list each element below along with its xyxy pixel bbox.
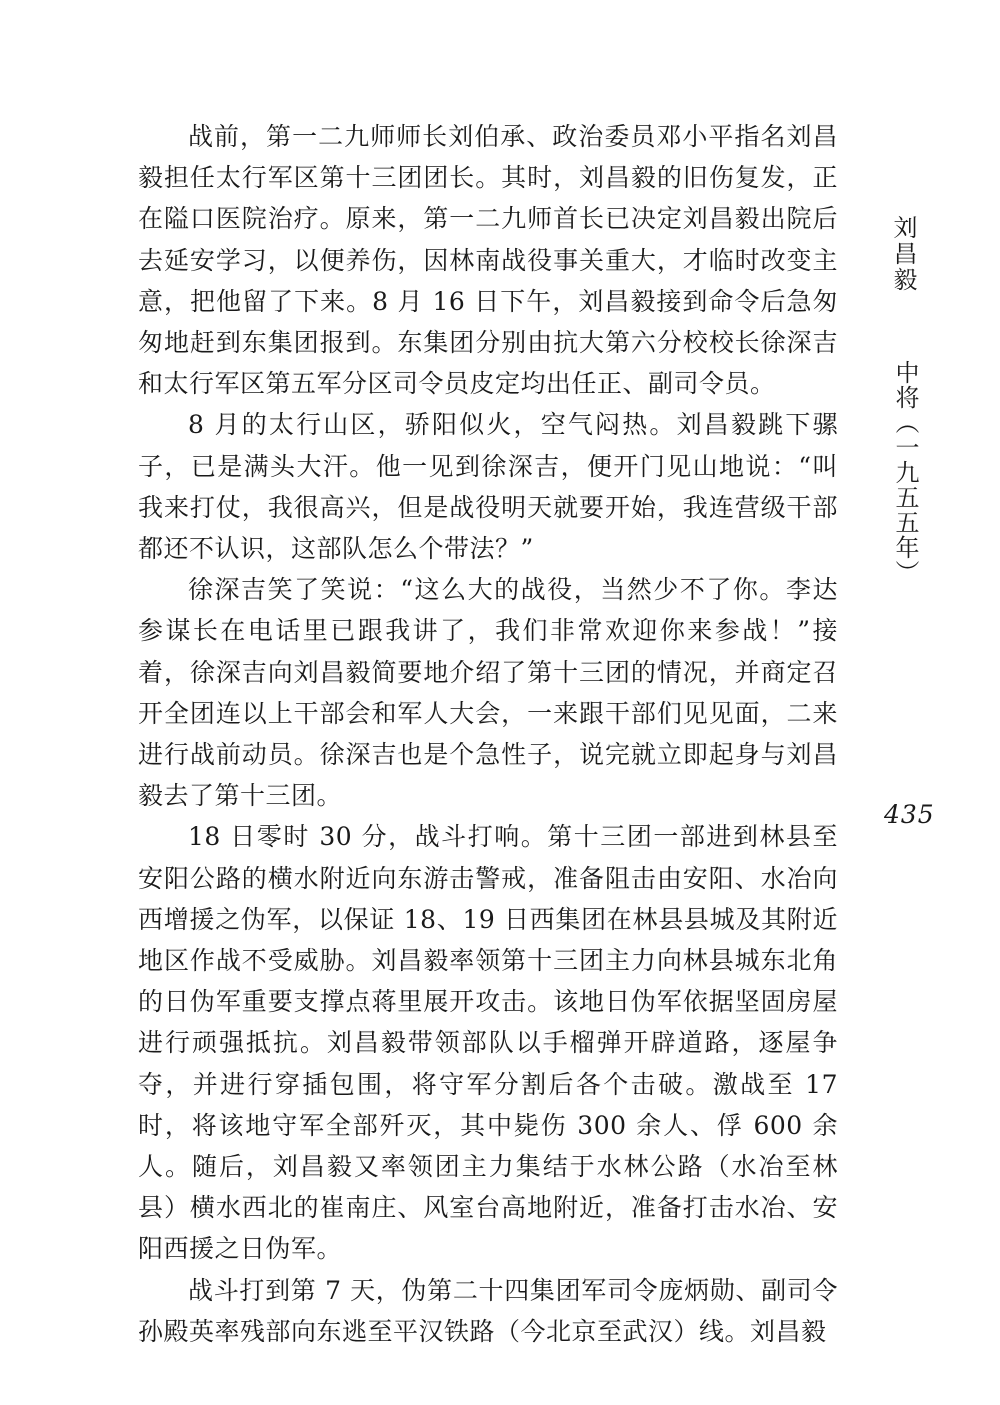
page-number: 435 (884, 800, 935, 829)
paragraph: 徐深吉笑了笑说：“这么大的战役，当然少不了你。李达参谋长在电话里已跟我讲了，我们非常欢迎你来参战！”接着，徐深吉向刘昌毅简要地介绍了第十三团的情况，并商定召开全团连以上干部会和军人大会，一来跟干部们见见面，二来进行战前动员。徐深吉也是个急性子，说完就立即起身与刘昌毅去了第十三团。 (138, 575, 838, 811)
paragraph: 战前，第一二九师师长刘伯承、政治委员邓小平指名刘昌毅担任太行军区第十三团团长。其时，刘昌毅的旧伤复发，正在隘口医院治疗。原来，第一二九师首长已决定刘昌毅出院后去延安学习，以便养伤，因林南战役事关重大，才临时改变主意，把他留了下来。8 月 16 日下午，刘昌毅接到命令后急匆匆地赶到东集团报到。东集团分别由抗大第六分校校长徐深吉和太行军区第五军分区司令员皮定均出任正、副司令员。 (138, 122, 838, 399)
running-head-rank: 中将（一九五五年） (891, 360, 919, 585)
body-text (138, 116, 838, 1352)
running-head-name: 刘昌毅 (889, 215, 917, 293)
paragraph: 战斗打到第 7 天，伪第二十四集团军司令庞炳勋、副司令孙殿英率残部向东逃至平汉铁路（今北京至武汉）线。刘昌毅 (138, 1275, 838, 1346)
paragraph: 18 日零时 30 分，战斗打响。第十三团一部进到林县至安阳公路的横水附近向东游击警戒，准备阻击由安阳、水冶向西增援之伪军，以保证 18、19 日西集团在林县县城及其附近地区作战不受威胁。刘昌毅率领第十三团主力向林县城东北角的日伪军重要支撑点蒋里展开攻击。该地日伪军依据坚固房屋进行顽强抵抗。刘昌毅带领部队以手榴弹开辟道路，逐屋争夺，并进行穿插包围，将守军分割后各个击破。激战至 17 时，将该地守军全部歼灭，其中毙伤 300 余人、俘 600 余人。随后，刘昌毅又率领团主力集结于水林公路（水冶至林县）横水西北的崔南庄、风室台高地附近，准备打击水冶、安阳西援之日伪军。 (138, 822, 838, 1264)
paragraph: 8 月的太行山区，骄阳似火，空气闷热。刘昌毅跳下骡子，已是满头大汗。他一见到徐深吉，便开门见山地说：“叫我来打仗，我很高兴，但是战役明天就要开始，我连营级干部都还不认识，这部队怎么个带法？” (138, 410, 838, 564)
